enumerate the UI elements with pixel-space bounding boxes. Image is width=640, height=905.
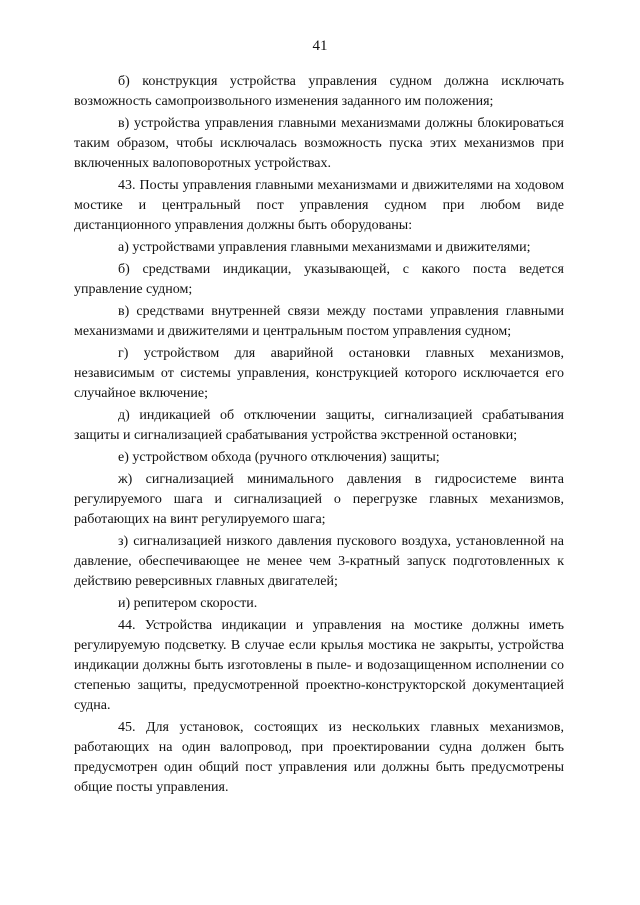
paragraph-43-d: д) индикацией об отключении защиты, сигнализацией срабатывания защиты и сигнализацией срабатывания устройства экстренной остановки;	[74, 408, 564, 443]
paragraph-v-interlock: в) устройства управления главными механизмами должны блокироваться таким образом, чтобы исключалась возможность пуска этих механизмов при включенных валоповоротных устройствах.	[74, 116, 564, 171]
paragraph-43-a: а) устройствами управления главными механизмами и движителями;	[118, 240, 531, 255]
paragraph-43-heading: 43. Посты управления главными механизмами и движителями на ходовом мостике и центральный пост управления судном при любом виде дистанционного управления должны быть оборудованы:	[74, 178, 564, 233]
paragraph-43-e: е) устройством обхода (ручного отключения) защиты;	[118, 450, 440, 465]
paragraph-43-zh: ж) сигнализацией минимального давления в гидросистеме винта регулируемого шага и сигнализацией о перегрузке главных механизмов, работающих на винт регулируемого шага;	[74, 472, 564, 527]
paragraph-43-g: г) устройством для аварийной остановки главных механизмов, независимым от системы управления, конструкцией которого исключается его случайное включение;	[74, 346, 564, 401]
paragraph-43-z: з) сигнализацией низкого давления пускового воздуха, установленной на давление, обеспечивающее не менее чем 3-кратный запуск подготовленных к действию реверсивных главных двигателей;	[74, 534, 564, 589]
paragraph-43-b: б) средствами индикации, указывающей, с какого поста ведется управление судном;	[74, 262, 564, 297]
paragraph-b-steering: б) конструкция устройства управления судном должна исключать возможность самопроизвольного изменения заданного им положения;	[74, 74, 564, 109]
paragraph-44: 44. Устройства индикации и управления на мостике должны иметь регулируемую подсветку. В случае если крылья мостика не закрыты, устройства индикации должны быть изготовлены в пыле- и водозащищенном исполнении со степенью защиты, предусмотренной проектно-конструкторской документацией судна.	[74, 618, 564, 713]
paragraph-43-i: и) репитером скорости.	[118, 596, 258, 611]
page-number: 41	[312, 38, 328, 54]
paragraph-45: 45. Для установок, состоящих из нескольких главных механизмов, работающих на один валопровод, при проектировании судна должен быть предусмотрен один общий пост управления или должны быть предусмотрены общие посты управления.	[74, 720, 564, 795]
paragraph-43-v: в) средствами внутренней связи между постами управления главными механизмами и движителями и центральным постом управления судном;	[74, 304, 564, 339]
document-body	[74, 72, 564, 800]
